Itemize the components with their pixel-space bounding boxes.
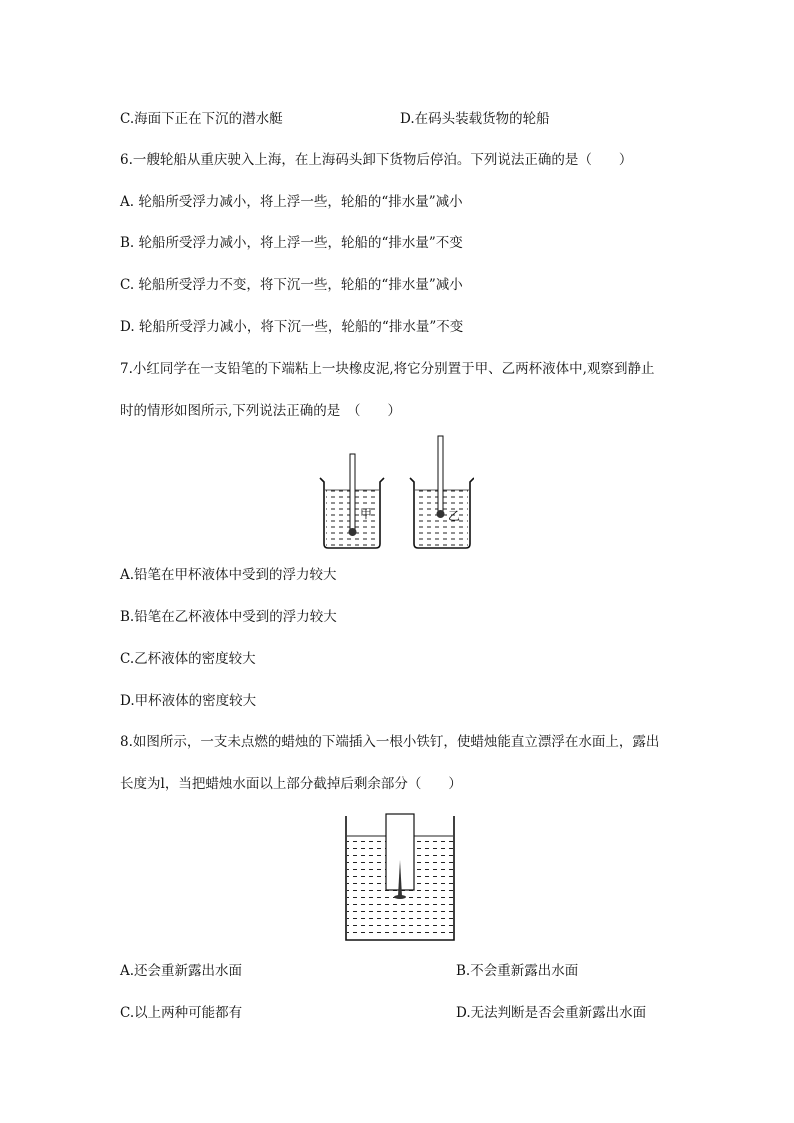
q5-option-c: C.海面下正在下沉的潜水艇 xyxy=(120,111,283,127)
q6-option-c: C. 轮船所受浮力不变，将下沉一些，轮船的“排水量”减小 xyxy=(120,277,463,293)
q8-option-c: C.以上两种可能都有 xyxy=(120,1005,243,1021)
q6-option-b: B. 轮船所受浮力减小，将上浮一些，轮船的“排水量”不变 xyxy=(120,235,463,251)
q7-stem-line2: 时的情形如图所示,下列说法正确的是 （ ） xyxy=(120,403,402,419)
q8-option-a: A.还会重新露出水面 xyxy=(120,963,243,979)
q6-stem: 6.一艘轮船从重庆驶入上海，在上海码头卸下货物后停泊。下列说法正确的是（ ） xyxy=(120,152,633,168)
label-jia: 甲 xyxy=(360,507,373,521)
beaker-yi xyxy=(410,436,474,548)
q8-figure-candle xyxy=(320,810,480,946)
q7-figure-beakers xyxy=(314,434,474,552)
q7-option-a: A.铅笔在甲杯液体中受到的浮力较大 xyxy=(120,567,337,583)
label-yi: 乙 xyxy=(448,509,461,523)
q8-option-b: B.不会重新露出水面 xyxy=(456,963,579,979)
q8-stem-line2: 长度为l，当把蜡烛水面以上部分截掉后剩余部分（ ） xyxy=(120,776,462,792)
q7-stem-line1: 7.小红同学在一支铅笔的下端粘上一块橡皮泥,将它分别置于甲、乙两杯液体中,观察到静止 xyxy=(120,361,655,377)
q7-option-b: B.铅笔在乙杯液体中受到的浮力较大 xyxy=(120,609,337,625)
q5-option-d: D.在码头装载货物的轮船 xyxy=(400,111,550,127)
q6-option-a: A. 轮船所受浮力减小，将上浮一些，轮船的“排水量”减小 xyxy=(120,194,463,210)
q7-option-c: C.乙杯液体的密度较大 xyxy=(120,651,256,667)
q7-option-d: D.甲杯液体的密度较大 xyxy=(120,693,257,709)
beaker-jia xyxy=(320,454,384,548)
candle xyxy=(386,814,414,899)
q8-option-d: D.无法判断是否会重新露出水面 xyxy=(456,1005,647,1021)
q8-stem-line1: 8.如图所示，一支未点燃的蜡烛的下端插入一根小铁钉，使蜡烛能直立漂浮在水面上，露出 xyxy=(120,734,660,750)
q6-option-d: D. 轮船所受浮力减小，将下沉一些，轮船的“排水量”不变 xyxy=(120,319,464,335)
